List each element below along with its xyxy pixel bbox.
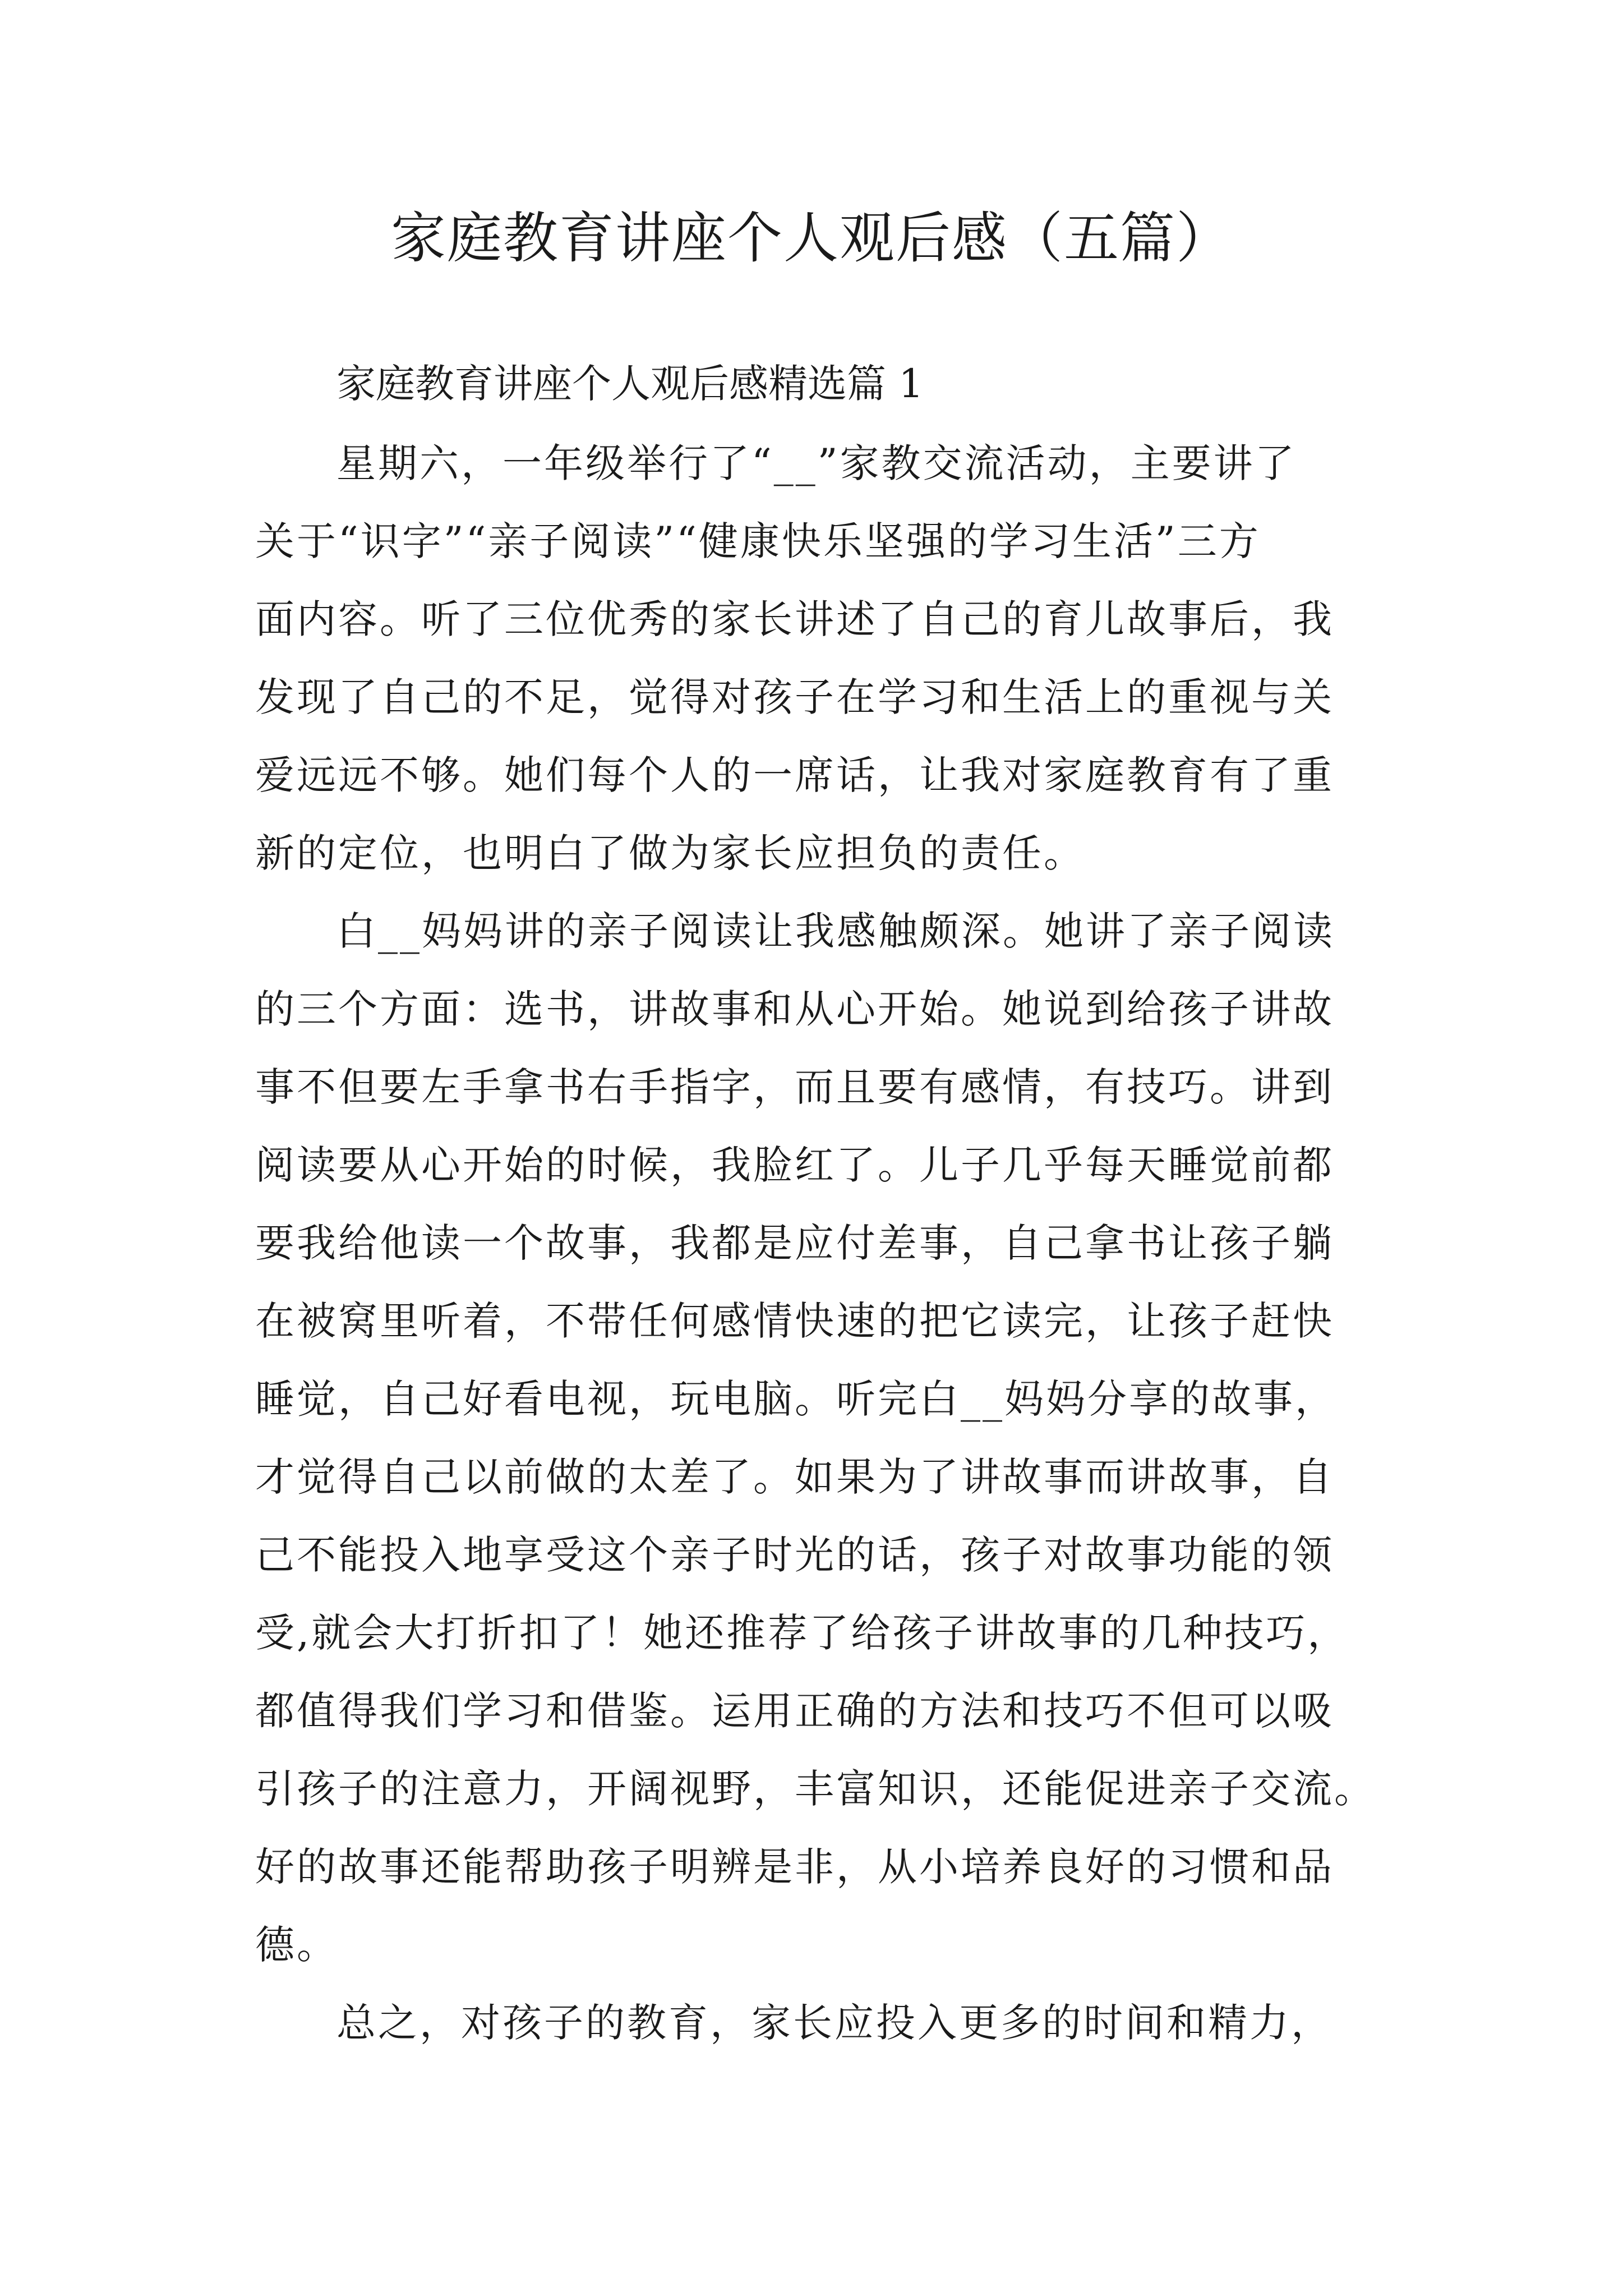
paragraph-line: 己不能投入地享受这个亲子时光的话，孩子对故事功能的领 xyxy=(255,1532,1334,1578)
paragraph-line: 睡觉，自己好看电视，玩电脑。听完白__妈妈分享的故事， xyxy=(255,1376,1336,1422)
paragraph-line: 总之，对孩子的教育，家长应投入更多的时间和精力， xyxy=(336,2000,1332,2046)
paragraph-line: 关于“识字”“亲子阅读”“健康快乐坚强的学习生活”三方 xyxy=(255,518,1261,564)
paragraph-line: 在被窝里听着，不带任何感情快速的把它读完，让孩子赶快 xyxy=(255,1298,1334,1344)
document-body xyxy=(255,343,1394,2062)
paragraph-3 xyxy=(255,1984,1394,2062)
paragraph-line: 事不但要左手拿书右手指字，而且要有感情，有技巧。讲到 xyxy=(255,1064,1334,1110)
paragraph-line: 的三个方面：选书，讲故事和从心开始。她说到给孩子讲故 xyxy=(255,986,1334,1032)
paragraph-line: 要我给他读一个故事，我都是应付差事，自己拿书让孩子躺 xyxy=(255,1220,1334,1266)
paragraph-2 xyxy=(255,892,1394,1984)
paragraph-line: 引孩子的注意力，开阔视野，丰富知识，还能促进亲子交流。 xyxy=(255,1766,1376,1812)
paragraph-line: 白__妈妈讲的亲子阅读让我感触颇深。她讲了亲子阅读 xyxy=(336,908,1335,954)
paragraph-line: 发现了自己的不足，觉得对孩子在学习和生活上的重视与关 xyxy=(255,674,1334,720)
paragraph-line: 才觉得自己以前做的太差了。如果为了讲故事而讲故事，自 xyxy=(255,1454,1334,1500)
paragraph-line: 好的故事还能帮助孩子明辨是非，从小培养良好的习惯和品 xyxy=(255,1844,1334,1890)
section-heading: 家庭教育讲座个人观后感精选篇 1 xyxy=(336,361,924,407)
paragraph-line: 都值得我们学习和借鉴。运用正确的方法和技巧不但可以吸 xyxy=(255,1688,1334,1734)
document-title: 家庭教育讲座个人观后感（五篇） xyxy=(390,206,1232,270)
paragraph-line: 星期六，一年级举行了“__”家教交流活动，主要讲了 xyxy=(336,440,1297,486)
paragraph-line: 阅读要从心开始的时候，我脸红了。儿子几乎每天睡觉前都 xyxy=(255,1142,1334,1188)
paragraph-line: 受,就会大打折扣了！她还推荐了给孩子讲故事的几种技巧， xyxy=(255,1610,1349,1656)
paragraph-line: 新的定位，也明白了做为家长应担负的责任。 xyxy=(255,830,1085,876)
paragraph-line: 爱远远不够。她们每个人的一席话，让我对家庭教育有了重 xyxy=(255,752,1334,798)
paragraph-1 xyxy=(255,425,1394,892)
paragraph-line: 面内容。听了三位优秀的家长讲述了自己的育儿故事后，我 xyxy=(255,596,1334,642)
paragraph-line: 德。 xyxy=(255,1922,338,1968)
